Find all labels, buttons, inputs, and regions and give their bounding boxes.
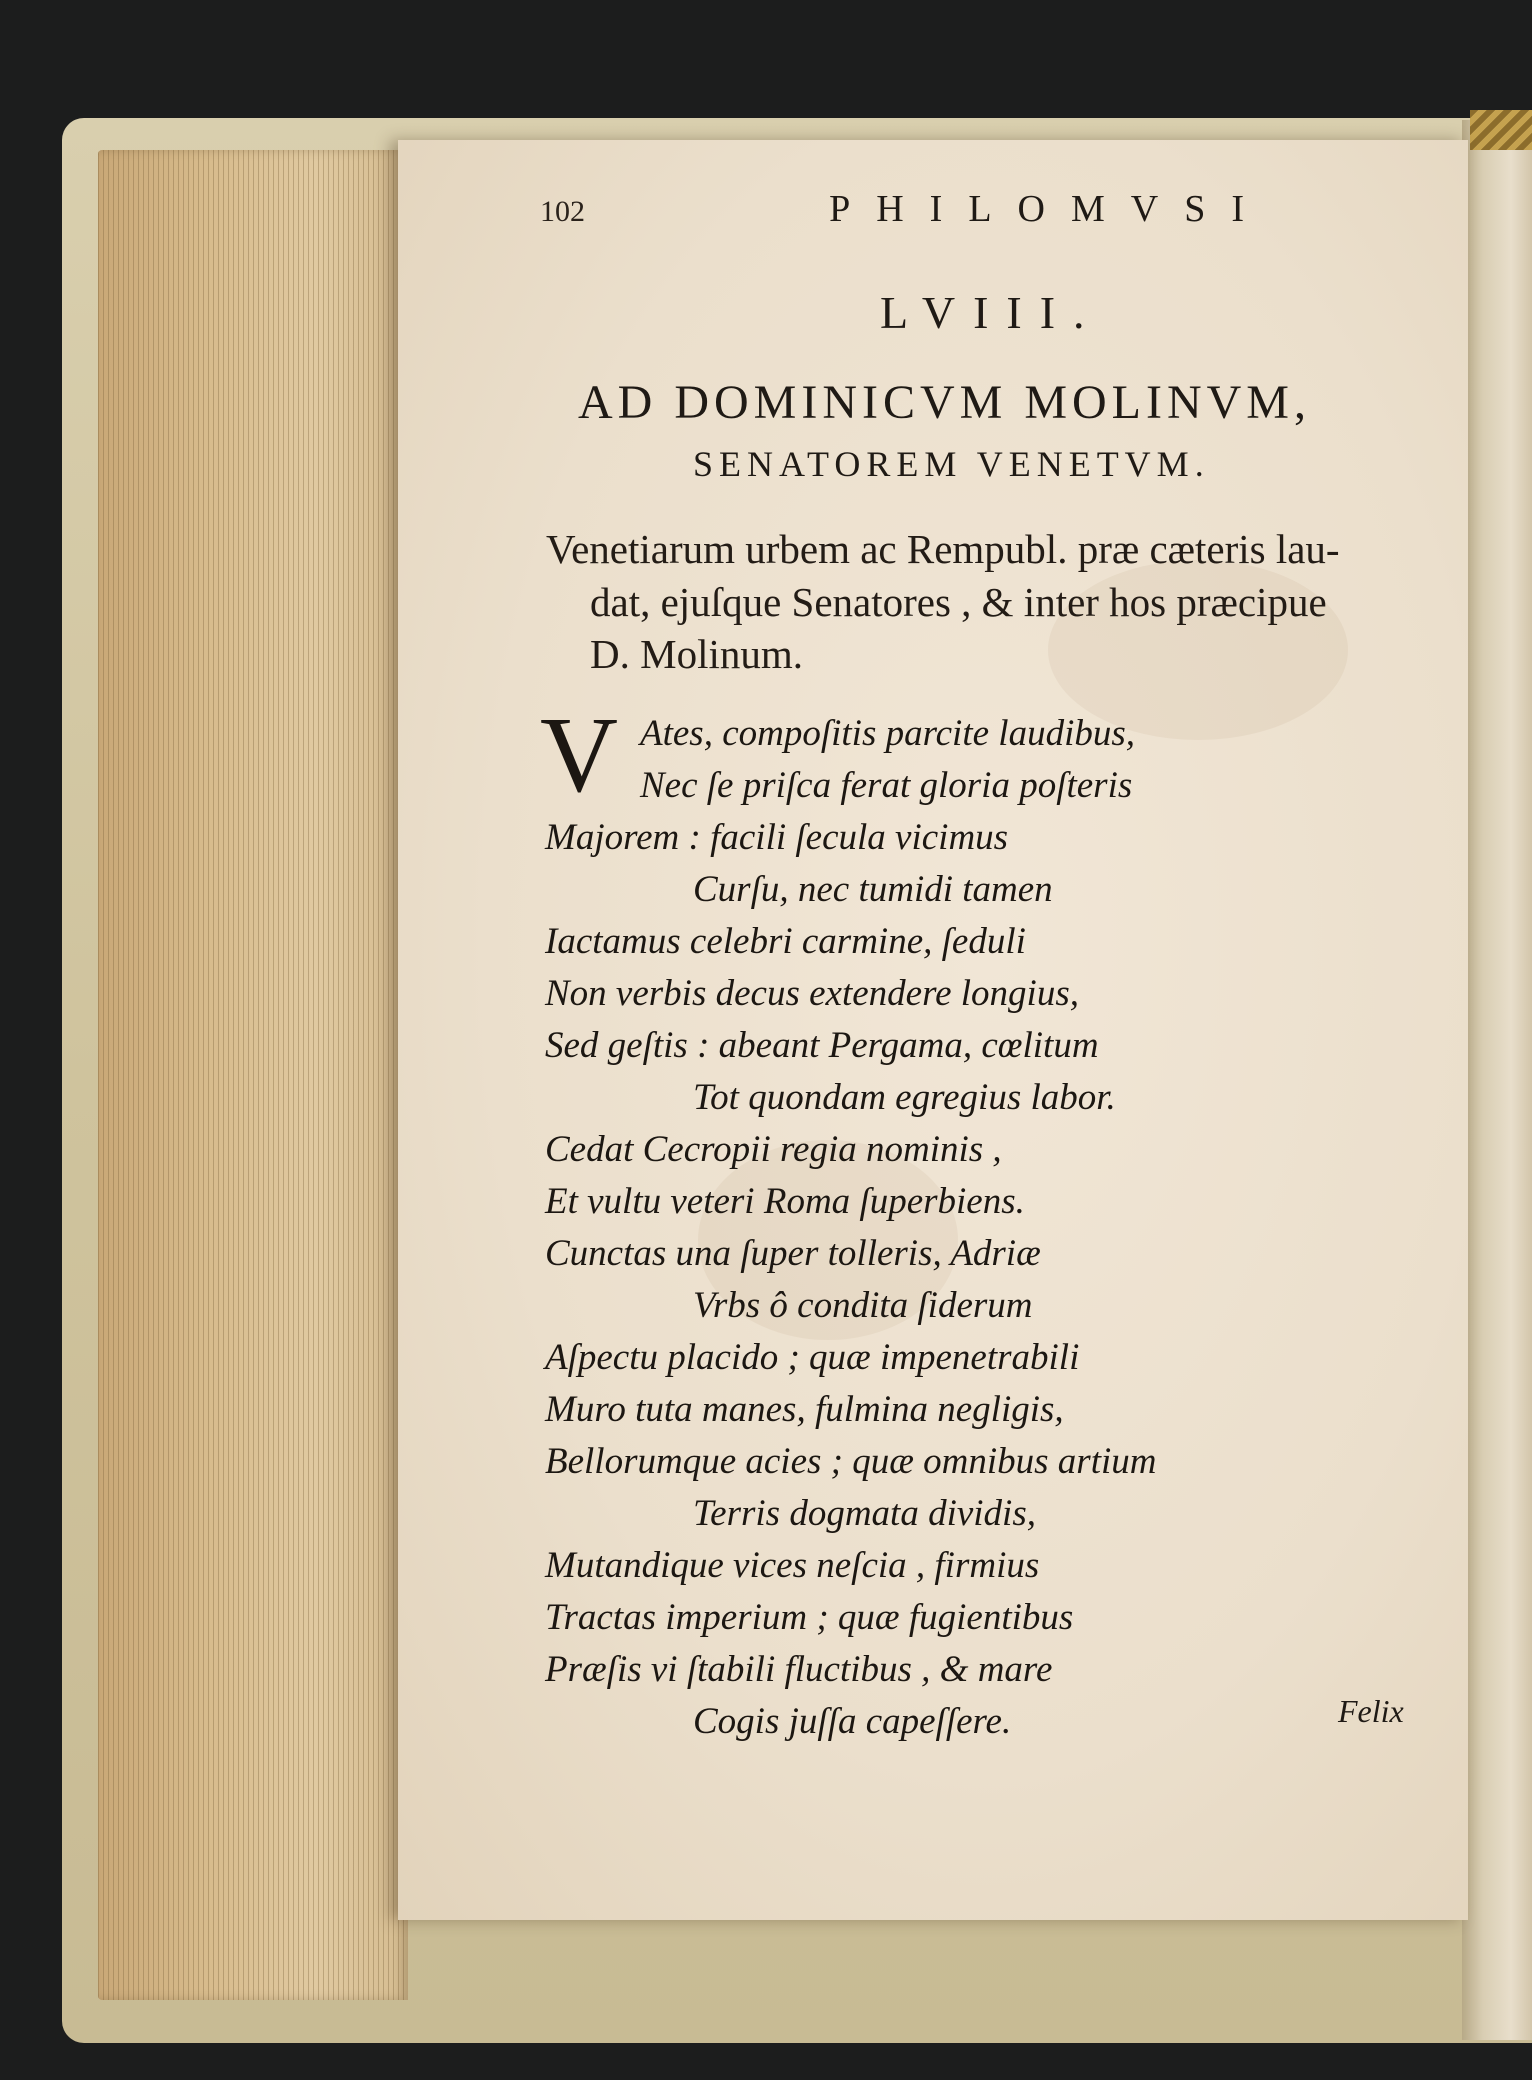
running-title: PHILOMVSI (829, 188, 1270, 230)
argument-line: dat, ejuſque Senatores , & inter hos præcipue (590, 579, 1327, 625)
verse-line: Iactamus celebri carmine, ſeduli (545, 921, 1026, 962)
verse-line: Sed geſtis : abeant Pergama, cœlitum (545, 1025, 1099, 1066)
poem-title: AD DOMINICVM MOLINVM, (578, 376, 1311, 429)
catchword: Felix (1338, 1693, 1404, 1729)
verse-line: Cunctas una ſuper tolleris, Adriæ (545, 1233, 1041, 1274)
headband (1470, 110, 1532, 150)
drop-initial: V (540, 696, 618, 815)
argument-line: D. Molinum. (590, 631, 803, 677)
next-page-edge (1462, 120, 1532, 2040)
verse-line: Curſu, nec tumidi tamen (693, 869, 1053, 910)
poem-subtitle: SENATOREM VENETVM. (693, 444, 1210, 484)
verse-line: Non verbis decus extendere longius, (545, 973, 1079, 1014)
verse-line: Cedat Cecropii regia nominis , (545, 1129, 1002, 1170)
argument-line: Venetiarum urbem ac Rempubl. præ cæteris lau- (546, 526, 1340, 572)
verse-line: Tractas imperium ; quæ fugientibus (545, 1597, 1074, 1638)
verse-line: Muro tuta manes, fulmina negligis, (545, 1389, 1064, 1430)
verse-line: Terris dogmata dividis, (693, 1493, 1036, 1534)
verse-line: Majorem : facili ſecula vicimus (545, 817, 1009, 858)
verse-line: Mutandique vices neſcia , firmius (545, 1545, 1040, 1586)
verse-line: Tot quondam egregius labor. (693, 1077, 1116, 1118)
page-edges (98, 150, 408, 2000)
verse-line: Ates, compoſitis parcite laudibus, (640, 713, 1136, 754)
verse-line: Præſis vi ſtabili fluctibus , & mare (545, 1649, 1053, 1690)
running-head (540, 187, 1270, 231)
verse-line: Nec ſe priſca ferat gloria poſteris (640, 765, 1133, 806)
verse-line: Et vultu veteri Roma ſuperbiens. (545, 1181, 1025, 1222)
page-number: 102 (540, 195, 585, 228)
poem-number: LVIII. (880, 287, 1103, 338)
verse-line: Bellorumque acies ; quæ omnibus artium (545, 1441, 1157, 1482)
verse-line: Vrbs ô condita ſiderum (693, 1285, 1033, 1326)
verse-line: Cogis juſſa capeſſere. (693, 1701, 1012, 1742)
verse-line: Aſpectu placido ; quæ impenetrabili (545, 1337, 1080, 1378)
